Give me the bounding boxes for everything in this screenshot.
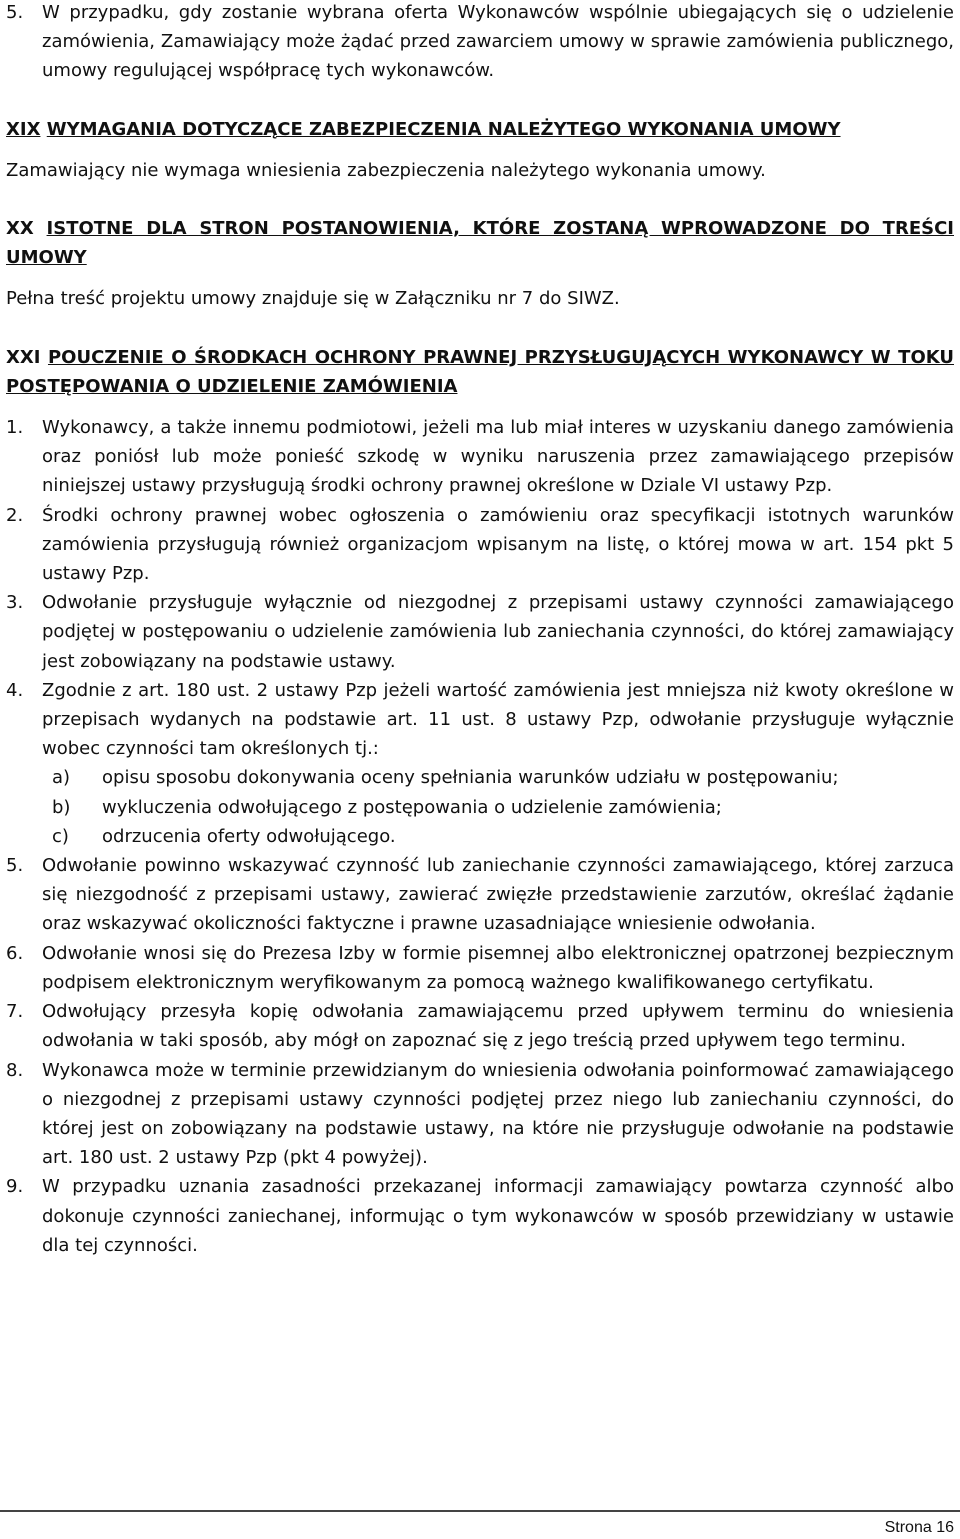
item-text: Odwołanie powinno wskazywać czynność lub zaniechanie czynności zamawiającego, której zarzuca się niezgodność z przepisami ustawy, zawierać zwięzłe przedstawienie zarzutów, określać żądanie oraz wskazywać okoliczności faktyczne i prawne uzasadniające wniesienie odwołania. — [42, 855, 954, 935]
item-number: 6. — [6, 942, 24, 964]
sub-item-a — [52, 763, 954, 792]
spacer — [6, 401, 954, 413]
section-title: POUCZENIE O ŚRODKACH OCHRONY PRAWNEJ PRZYSŁUGUJĄCYCH WYKONAWCY W TOKU POSTĘPOWANIA O UDZIELENIE ZAMÓWIENIA — [6, 346, 954, 397]
sub-item-text: odrzucenia oferty odwołującego. — [102, 825, 396, 847]
list-item-6 — [6, 939, 954, 997]
sub-item-label: c) — [52, 825, 69, 847]
list-item-5 — [6, 851, 954, 939]
list-item-1 — [6, 413, 954, 501]
sub-item-text: wykluczenia odwołującego z postępowania o udzielenie zamówienia; — [102, 796, 722, 818]
section-number: XX — [6, 218, 34, 240]
item-number: 3. — [6, 592, 24, 614]
spacer — [6, 86, 954, 115]
sub-item-text: opisu sposobu dokonywania oceny spełniania warunków udziału w postępowaniu; — [102, 767, 839, 789]
section-number: XXI — [6, 346, 41, 368]
section-heading-xix — [6, 115, 954, 144]
item-number: 1. — [6, 417, 24, 439]
list-item-7 — [6, 997, 954, 1055]
section-heading-xxi — [6, 343, 954, 401]
section-title: WYMAGANIA DOTYCZĄCE ZABEZPIECZENIA NALEŻYTEGO WYKONANIA UMOWY — [46, 118, 841, 140]
item-number: 4. — [6, 679, 24, 701]
list-item-8 — [6, 1056, 954, 1173]
sub-item-label: a) — [52, 767, 71, 789]
section-body-xix: Zamawiający nie wymaga wniesienia zabezpieczenia należytego wykonania umowy. — [6, 159, 766, 181]
spacer — [6, 185, 954, 214]
item-number: 9. — [6, 1176, 24, 1198]
section-number: XIX — [6, 118, 41, 140]
section-title: ISTOTNE DLA STRON POSTANOWIENIA, KTÓRE ZOSTANĄ WPROWADZONE DO TREŚCI UMOWY — [6, 218, 954, 269]
item-number: 2. — [6, 504, 24, 526]
list-item-3 — [6, 588, 954, 676]
item-number: 8. — [6, 1059, 24, 1081]
page-number: Strona 16 — [884, 1519, 954, 1536]
item-number: 7. — [6, 1001, 24, 1023]
item-text: Odwołanie przysługuje wyłącznie od niezgodnej z przepisami ustawy czynności zamawiającego podjętej w postępowaniu o udzielenie zamówienia lub zaniechania czynności, do której zamawiający jest zobowiązany na podstawie ustawy. — [42, 592, 954, 672]
sub-item-label: b) — [52, 796, 71, 818]
spacer — [6, 144, 954, 156]
item-text: Odwołujący przesyła kopię odwołania zamawiającemu przed upływem terminu do wniesienia odwołania w taki sposób, aby mógł on zapoznać się z jego treścią przed upływem tego terminu. — [42, 1001, 954, 1052]
item-text: Środki ochrony prawnej wobec ogłoszenia o zamówieniu oraz specyfikacji istotnych warunków zamówienia przysługują również organizacjom wpisanym na listę, o której mowa w art. 154 pkt 5 ustawy Pzp. — [42, 504, 954, 585]
item-text: W przypadku uznania zasadności przekazanej informacji zamawiający powtarza czynność albo dokonuje czynności zaniechanej, informując o tym wykonawców w sposób przewidziany w ustawie dla tej czynności. — [42, 1176, 954, 1256]
list-item-2 — [6, 501, 954, 589]
section-heading-xx — [6, 214, 954, 272]
section-body-xx: Pełna treść projektu umowy znajduje się w Załączniku nr 7 do SIWZ. — [6, 288, 620, 310]
spacer — [6, 314, 954, 343]
page-content — [6, 0, 954, 1260]
item-text: Odwołanie wnosi się do Prezesa Izby w formie pisemnej albo elektronicznej opatrzonej bezpiecznym podpisem elektronicznym weryfikowanym za pomocą ważnego kwalifikowanego certyfikatu. — [42, 942, 954, 993]
item-text: W przypadku, gdy zostanie wybrana oferta Wykonawców wspólnie ubiegających się o udzielenie zamówienia, Zamawiający może żądać przed zawarciem umowy w sprawie zamówienia publicznego, umowy regulującej współpracę tych wykonawców. — [42, 2, 954, 82]
sub-item-b — [52, 793, 954, 822]
item-text: Wykonawcy, a także innemu podmiotowi, jeżeli ma lub miał interes w uzyskaniu danego zamówienia oraz poniósł lub może ponieść szkodę w wyniku naruszenia przez zamawiającego przepisów niniejszej ustawy przysługują środki ochrony prawnej określone w Dziale VI ustawy Pzp. — [42, 417, 954, 497]
item-text: Wykonawca może w terminie przewidzianym do wniesienia odwołania poinformować zamawiającego o niezgodnej z przepisami ustawy czynności podjętej przez niego lub zaniechaniu czynności, do której jest on zobowiązany na podstawie ustawy, na które nie przysługuje odwołanie na podstawie art. 180 ust. 2 ustawy Pzp (pkt 4 powyżej). — [42, 1059, 954, 1169]
item-number: 5. — [6, 855, 24, 877]
sub-item-c — [52, 822, 954, 851]
item-text: Zgodnie z art. 180 ust. 2 ustawy Pzp jeżeli wartość zamówienia jest mniejsza niż kwoty określone w przepisach wydanych na podstawie art. 11 ust. 8 ustawy Pzp, odwołanie przysługuje wyłącznie wobec czynności tam określonych tj.: — [42, 679, 954, 760]
intro-item — [6, 0, 954, 86]
item-number: 5. — [6, 2, 24, 23]
spacer — [6, 272, 954, 284]
footer-divider — [0, 1510, 960, 1512]
list-item-4 — [6, 676, 954, 764]
list-item-9 — [6, 1172, 954, 1260]
